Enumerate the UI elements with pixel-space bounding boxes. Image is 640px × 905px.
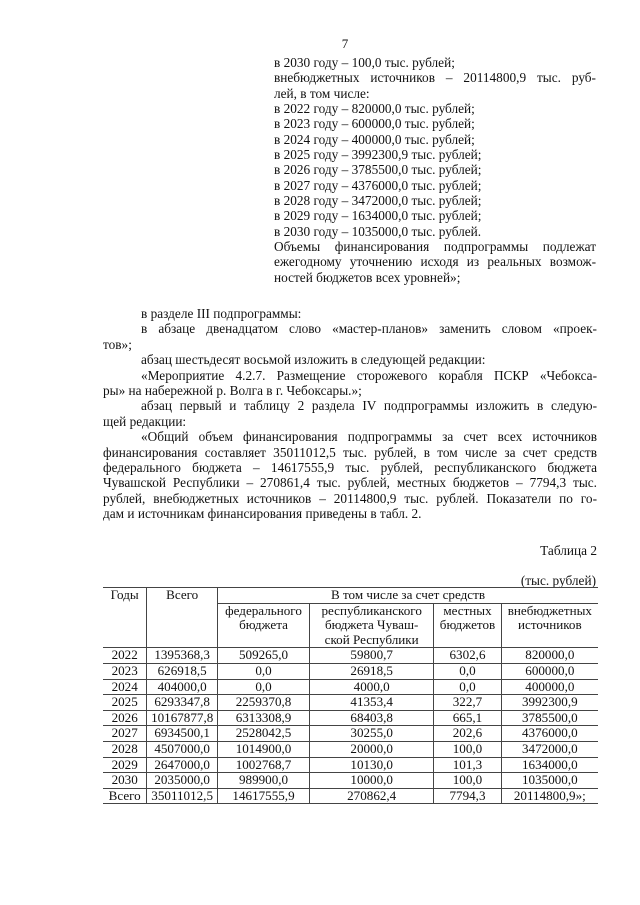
cell-total: 2035000,0 — [147, 773, 218, 789]
table-row — [103, 757, 598, 773]
header-years: Годы — [103, 588, 147, 648]
cell-local: 322,7 — [434, 695, 501, 711]
cell-year: Всего — [103, 788, 147, 804]
cell-republic: 20000,0 — [310, 741, 434, 757]
cell-federal: 2259370,8 — [218, 695, 310, 711]
header-extrabudgetary — [501, 603, 598, 648]
text-line: федерального бюджета – 14617555,9 тыс. рублей, республиканского бюджета — [103, 460, 597, 476]
cell-local: 0,0 — [434, 663, 501, 679]
table-row — [103, 741, 598, 757]
funding-by-year-block — [274, 55, 596, 285]
cell-year: 2026 — [103, 710, 147, 726]
cell-local: 202,6 — [434, 726, 501, 742]
cell-local: 7794,3 — [434, 788, 501, 804]
text-line: абзац шестьдесят восьмой изложить в следующей редакции: — [141, 352, 486, 368]
cell-extrabudgetary: 820000,0 — [501, 648, 598, 664]
cell-local: 100,0 — [434, 773, 501, 789]
cell-year: 2027 — [103, 726, 147, 742]
header-federal — [218, 603, 310, 648]
cell-total: 626918,5 — [147, 663, 218, 679]
cell-republic: 10130,0 — [310, 757, 434, 773]
cell-local: 6302,6 — [434, 648, 501, 664]
text-line: «Мероприятие 4.2.7. Размещение сторожевого корабля ПСКР «Чебокса- — [141, 367, 597, 383]
cell-year: 2028 — [103, 741, 147, 757]
cell-year: 2030 — [103, 773, 147, 789]
cell-federal: 509265,0 — [218, 648, 310, 664]
text-line: «Общий объем финансирования подпрограммы за счет всех источников — [141, 429, 597, 445]
cell-total: 10167877,8 — [147, 710, 218, 726]
text-line: в 2026 году – 3785500,0 тыс. рублей; — [274, 162, 482, 178]
cell-republic: 30255,0 — [310, 726, 434, 742]
cell-republic: 59800,7 — [310, 648, 434, 664]
header-total: Всего — [147, 588, 218, 648]
table-row — [103, 663, 598, 679]
text-line: в 2025 году – 3992300,9 тыс. рублей; — [274, 147, 482, 163]
table-caption: Таблица 2 — [540, 543, 597, 558]
cell-total: 1395368,3 — [147, 648, 218, 664]
table-row — [103, 679, 598, 695]
header-line: федерального — [225, 602, 302, 618]
cell-local: 665,1 — [434, 710, 501, 726]
cell-federal: 6313308,9 — [218, 710, 310, 726]
text-line: в 2023 году – 600000,0 тыс. рублей; — [274, 116, 475, 132]
text-line: в разделе III подпрограммы: — [141, 306, 302, 321]
cell-republic: 41353,4 — [310, 695, 434, 711]
table-row — [103, 695, 598, 711]
cell-republic: 26918,5 — [310, 663, 434, 679]
text-line: ежегодному уточнению исходя из реальных возмож- — [274, 254, 596, 270]
text-line: в абзаце двенадцатом слово «мастер-планов» заменить словом «проек- — [141, 321, 597, 337]
text-line: Объемы финансирования подпрограммы подлежат — [274, 239, 596, 255]
page-number: 7 — [341, 36, 349, 51]
text-line: Чувашской Республики – 270861,4 тыс. рублей, местных бюджетов – 7794,3 тыс. — [103, 475, 597, 491]
text-line: ры» на набережной р. Волга в г. Чебоксары.»; — [103, 383, 362, 399]
header-line: бюджета — [239, 617, 288, 633]
amendment-text — [103, 306, 597, 522]
cell-local: 101,3 — [434, 757, 501, 773]
cell-total: 2647000,0 — [147, 757, 218, 773]
cell-total: 35011012,5 — [147, 788, 218, 804]
cell-federal: 14617555,9 — [218, 788, 310, 804]
header-line: бюджета Чуваш- — [324, 617, 419, 633]
table-row — [103, 773, 598, 789]
cell-year: 2024 — [103, 679, 147, 695]
cell-republic: 10000,0 — [310, 773, 434, 789]
text-line: дам и источникам финансирования приведены в табл. 2. — [103, 506, 422, 522]
table-row — [103, 726, 598, 742]
table-row — [103, 648, 598, 664]
header-line: источников — [518, 617, 582, 633]
text-line: тов»; — [103, 336, 132, 352]
text-line: в 2027 году – 4376000,0 тыс. рублей; — [274, 177, 482, 193]
cell-total: 4507000,0 — [147, 741, 218, 757]
cell-total: 6934500,1 — [147, 726, 218, 742]
cell-extrabudgetary: 400000,0 — [501, 679, 598, 695]
header-line: внебюджетных — [507, 602, 592, 618]
text-line: в 2024 году – 400000,0 тыс. рублей; — [274, 131, 475, 147]
text-line: в 2022 году – 820000,0 тыс. рублей; — [274, 101, 475, 117]
text-line: внебюджетных источников – 20114800,9 тыс. руб- — [274, 70, 596, 86]
cell-federal: 2528042,5 — [218, 726, 310, 742]
text-line: лей, в том числе: — [274, 85, 370, 101]
cell-total: 404000,0 — [147, 679, 218, 695]
cell-extrabudgetary: 3472000,0 — [501, 741, 598, 757]
table-header-row — [103, 588, 598, 604]
cell-republic: 270862,4 — [310, 788, 434, 804]
text-line: рублей, внебюджетных источников – 20114800,9 тыс. рублей. Показатели по го- — [103, 490, 597, 506]
text-line: щей редакции: — [103, 413, 187, 429]
cell-extrabudgetary: 4376000,0 — [501, 726, 598, 742]
cell-extrabudgetary: 20114800,9»; — [501, 788, 598, 804]
funding-table — [103, 587, 598, 804]
cell-extrabudgetary: 3992300,9 — [501, 695, 598, 711]
cell-year: 2023 — [103, 663, 147, 679]
cell-federal: 0,0 — [218, 679, 310, 695]
cell-republic: 4000,0 — [310, 679, 434, 695]
text-line: ностей бюджетов всех уровней»; — [274, 269, 461, 285]
header-line: местных — [443, 602, 492, 618]
cell-extrabudgetary: 3785500,0 — [501, 710, 598, 726]
cell-extrabudgetary: 1035000,0 — [501, 773, 598, 789]
table-units: (тыс. рублей) — [520, 573, 596, 588]
cell-year: 2025 — [103, 695, 147, 711]
text-line: финансирования составляет 35011012,5 тыс. рублей, в том числе за счет средств — [103, 444, 597, 460]
text-line: в 2028 году – 3472000,0 тыс. рублей; — [274, 193, 482, 209]
cell-republic: 68403,8 — [310, 710, 434, 726]
cell-extrabudgetary: 600000,0 — [501, 663, 598, 679]
header-republic — [310, 603, 434, 648]
cell-year: 2022 — [103, 648, 147, 664]
header-sources-group: В том числе за счет средств — [218, 588, 599, 604]
header-local — [434, 603, 501, 648]
table-row — [103, 710, 598, 726]
cell-local: 100,0 — [434, 741, 501, 757]
cell-federal: 1002768,7 — [218, 757, 310, 773]
cell-year: 2029 — [103, 757, 147, 773]
text-line: в 2030 году – 100,0 тыс. рублей; — [274, 55, 455, 70]
header-line: бюджетов — [439, 617, 496, 633]
cell-federal: 1014900,0 — [218, 741, 310, 757]
header-line: республиканского — [321, 602, 422, 618]
cell-local: 0,0 — [434, 679, 501, 695]
text-line: в 2030 году – 1035000,0 тыс. рублей. — [274, 223, 482, 239]
cell-total: 6293347,8 — [147, 695, 218, 711]
cell-extrabudgetary: 1634000,0 — [501, 757, 598, 773]
cell-federal: 0,0 — [218, 663, 310, 679]
table-total-row — [103, 788, 598, 804]
header-line: ской Республики — [324, 631, 419, 647]
text-line: в 2029 году – 1634000,0 тыс. рублей; — [274, 208, 482, 224]
cell-federal: 989900,0 — [218, 773, 310, 789]
text-line: абзац первый и таблицу 2 раздела IV подпрограммы изложить в следую- — [141, 398, 597, 414]
